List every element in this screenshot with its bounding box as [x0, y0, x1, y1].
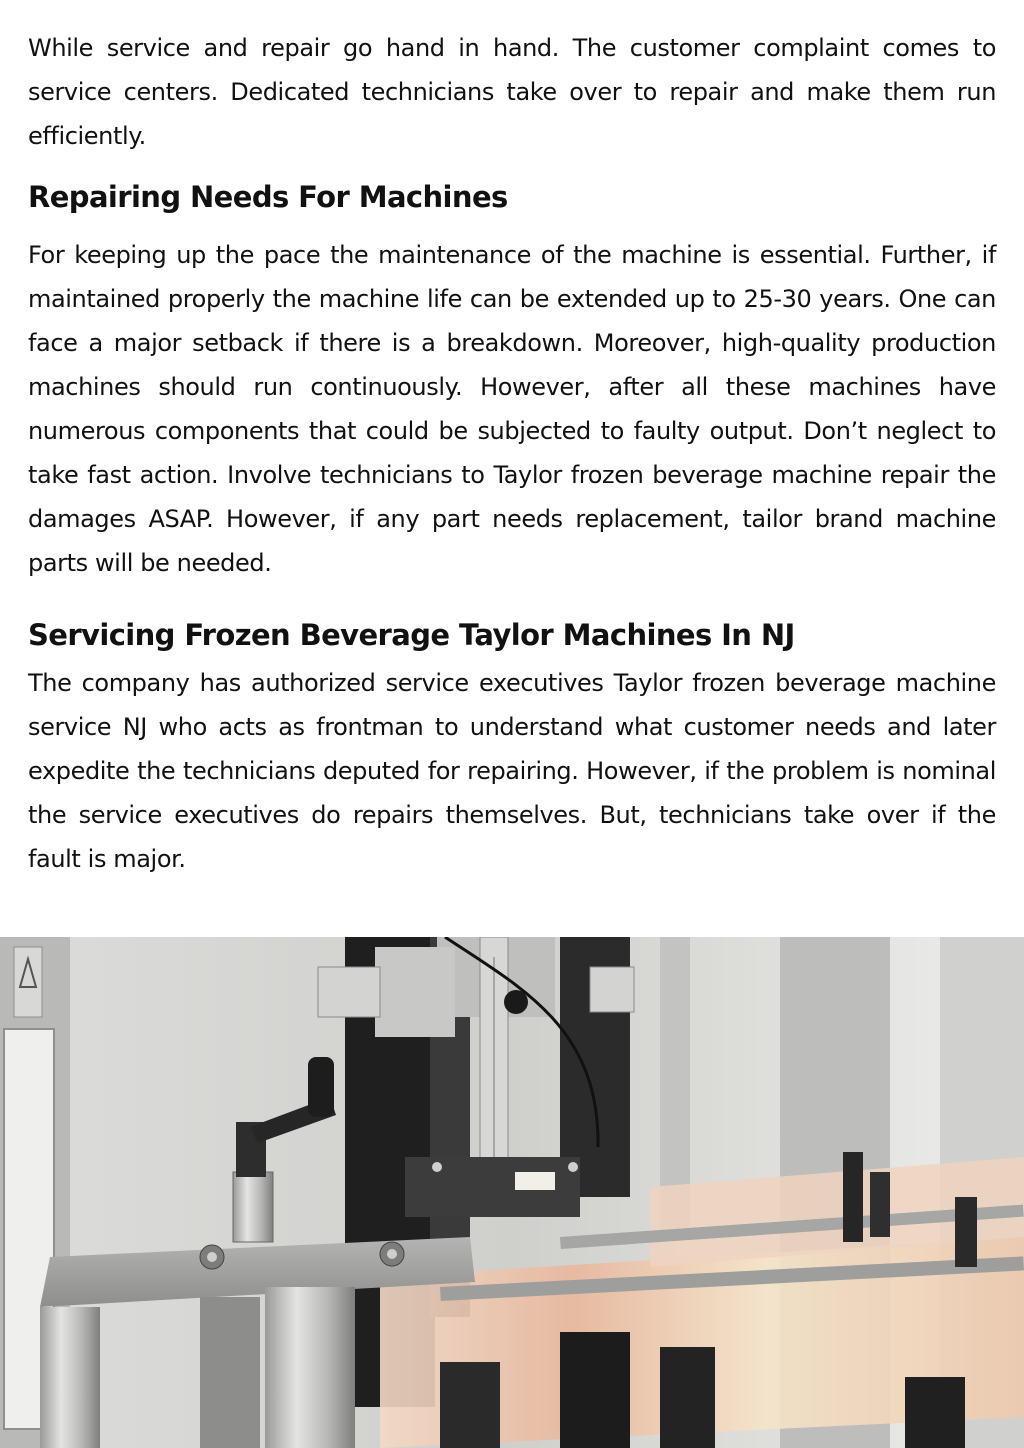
machine-photo — [0, 937, 1024, 1448]
repairing-paragraph: For keeping up the pace the maintenance of the machine is essential. Further, if maintained properly the machine life can be extended up to 25-30 years. One can face a major setback if there is a breakdown. Moreover, high-quality production machines should run continuously. However, after all these machines have numerous components that could be subjected to faulty output. Don’t neglect to take fast action. Involve technicians to Taylor frozen beverage machine repair the damages ASAP. However, if any part needs replacement, tailor brand machine parts will be needed. — [28, 241, 996, 577]
servicing-paragraph: The company has authorized service executives Taylor frozen beverage machine service NJ who acts as frontman to understand what customer needs and later expedite the technicians deputed for repairing. However, if the problem is nominal the service executives do repairs themselves. But, technicians take over if the fault is major. — [28, 669, 996, 873]
intro-paragraph: While service and repair go hand in hand. The customer complaint comes to service centers. Dedicated technicians take over to repair and make them run efficiently. — [28, 34, 996, 150]
article-body — [28, 26, 996, 881]
section-heading-servicing: Servicing Frozen Beverage Taylor Machines In NJ — [28, 618, 795, 652]
section-heading-repairing: Repairing Needs For Machines — [28, 180, 508, 214]
industrial-production-machine-icon — [0, 937, 1024, 1448]
